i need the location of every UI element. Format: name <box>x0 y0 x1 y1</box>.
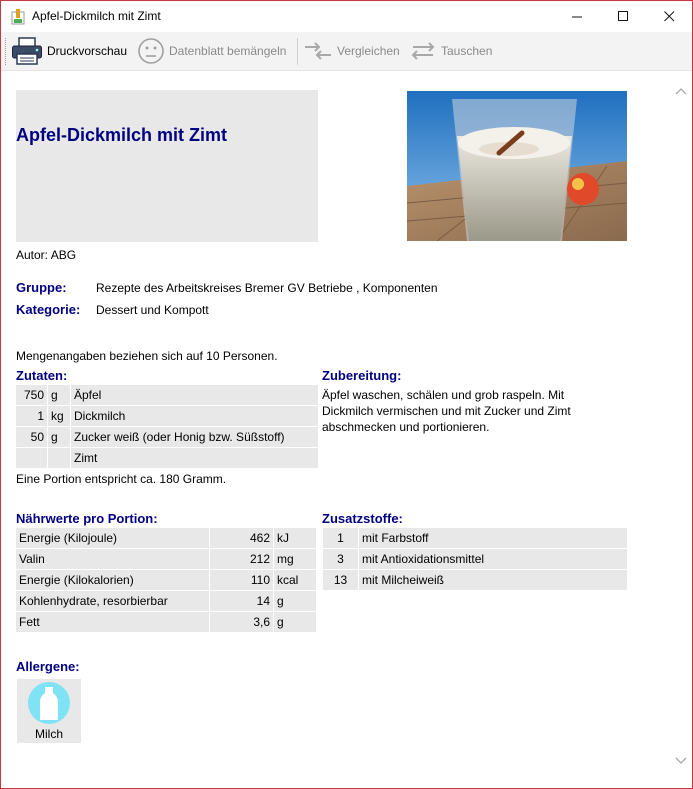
scroll-up-icon[interactable] <box>675 84 687 98</box>
compare-label: Vergleichen <box>337 44 400 58</box>
ingredients-table <box>15 384 319 469</box>
nutrient-unit: mg <box>274 549 316 569</box>
allergen-milk <box>17 679 81 743</box>
ingredient-amount <box>16 448 47 468</box>
nutrient-value: 110 <box>210 570 273 590</box>
ingredient-name: Dickmilch <box>71 406 318 426</box>
nutrient-name: Kohlenhydrate, resorbierbar <box>16 591 209 611</box>
nutrient-unit: kcal <box>274 570 316 590</box>
group-label: Gruppe: <box>16 280 67 295</box>
additive-code: 1 <box>323 528 358 548</box>
additive-code: 13 <box>323 570 358 590</box>
quantity-note: Mengenangaben beziehen sich auf 10 Personen. <box>16 349 278 363</box>
nutrient-value: 3,6 <box>210 612 273 632</box>
nutrient-name: Energie (Kilojoule) <box>16 528 209 548</box>
author: Autor: ABG <box>16 248 77 262</box>
additives-heading: Zusatzstoffe: <box>322 511 403 526</box>
additives-table <box>322 527 628 591</box>
maximize-icon <box>618 11 629 22</box>
table-row <box>323 549 627 569</box>
additive-name: mit Antioxidationsmittel <box>359 549 627 569</box>
milk-bottle-icon <box>27 681 71 725</box>
toolbar <box>1 32 692 71</box>
preparation-heading: Zubereitung: <box>322 368 402 383</box>
swap-button[interactable] <box>409 36 492 66</box>
title-bar <box>1 1 692 32</box>
toolbar-grip[interactable] <box>5 38 8 65</box>
recipe-title: Apfel-Dickmilch mit Zimt <box>16 125 228 145</box>
allergen-label: Milch <box>34 727 63 741</box>
ingredients-heading: Zutaten: <box>16 368 68 383</box>
table-row <box>16 448 318 468</box>
nutrient-name: Valin <box>16 549 209 569</box>
ingredient-amount: 50 <box>16 427 47 447</box>
recipe-photo <box>407 91 627 241</box>
compare-button[interactable] <box>303 36 400 66</box>
maximize-button[interactable] <box>600 1 646 32</box>
ingredient-name: Zimt <box>71 448 318 468</box>
allergens-heading: Allergene: <box>16 659 80 674</box>
ingredient-amount: 750 <box>16 385 47 405</box>
table-row <box>16 612 316 632</box>
additive-name: mit Milcheiweiß <box>359 570 627 590</box>
table-row <box>16 591 316 611</box>
nutrient-name: Energie (Kilokalorien) <box>16 570 209 590</box>
swap-arrows-icon <box>409 39 437 63</box>
ingredient-unit: g <box>48 385 70 405</box>
nutrient-unit: g <box>274 591 316 611</box>
nutrient-value: 14 <box>210 591 273 611</box>
portion-note: Eine Portion entspricht ca. 180 Gramm. <box>16 472 227 486</box>
table-row <box>16 549 316 569</box>
nutrient-value: 462 <box>210 528 273 548</box>
table-row <box>16 570 316 590</box>
swap-label: Tauschen <box>441 44 493 58</box>
ingredient-amount: 1 <box>16 406 47 426</box>
nutrient-unit: kJ <box>274 528 316 548</box>
table-row <box>16 406 318 426</box>
recipe-photo-image <box>407 91 627 241</box>
vertical-scrollbar[interactable] <box>671 72 692 788</box>
table-row <box>323 528 627 548</box>
table-row <box>16 385 318 405</box>
compare-arrows-icon <box>303 39 333 63</box>
nutrient-value: 212 <box>210 549 273 569</box>
print-preview-label: Druckvorschau <box>47 44 128 58</box>
additive-code: 3 <box>323 549 358 569</box>
minimize-icon <box>572 11 583 22</box>
complaint-button[interactable] <box>137 36 286 66</box>
table-row <box>16 427 318 447</box>
category-label: Kategorie: <box>16 302 81 317</box>
close-icon <box>664 11 675 22</box>
nutrient-name: Fett <box>16 612 209 632</box>
category-value: Dessert und Kompott <box>96 303 209 317</box>
app-icon <box>11 9 25 25</box>
ingredient-unit: g <box>48 427 70 447</box>
close-button[interactable] <box>646 1 692 32</box>
ingredient-name: Äpfel <box>71 385 318 405</box>
ingredient-unit <box>48 448 70 468</box>
toolbar-separator <box>297 38 298 65</box>
ingredient-unit: kg <box>48 406 70 426</box>
additive-name: mit Farbstoff <box>359 528 627 548</box>
group-value: Rezepte des Arbeitskreises Bremer GV Betriebe , Komponenten <box>96 281 438 295</box>
printer-icon <box>11 37 43 65</box>
minimize-button[interactable] <box>554 1 600 32</box>
recipe-sheet <box>1 72 671 788</box>
table-row <box>323 570 627 590</box>
print-preview-button[interactable] <box>11 36 127 66</box>
scroll-down-icon[interactable] <box>675 754 687 768</box>
title-panel <box>16 90 318 242</box>
window-title: Apfel-Dickmilch mit Zimt <box>32 9 161 23</box>
nutrition-table <box>15 527 317 633</box>
complaint-label: Datenblatt bemängeln <box>169 44 287 58</box>
preparation-text: Äpfel waschen, schälen und grob raspeln. Mit Dickmilch vermischen und mit Zucker und Zimt abschmecken und portionieren. <box>322 388 571 434</box>
ingredient-name: Zucker weiß (oder Honig bzw. Süßstoff) <box>71 427 318 447</box>
table-row <box>16 528 316 548</box>
nutrition-heading: Nährwerte pro Portion: <box>16 511 158 526</box>
nutrient-unit: g <box>274 612 316 632</box>
sad-face-icon <box>137 37 165 65</box>
